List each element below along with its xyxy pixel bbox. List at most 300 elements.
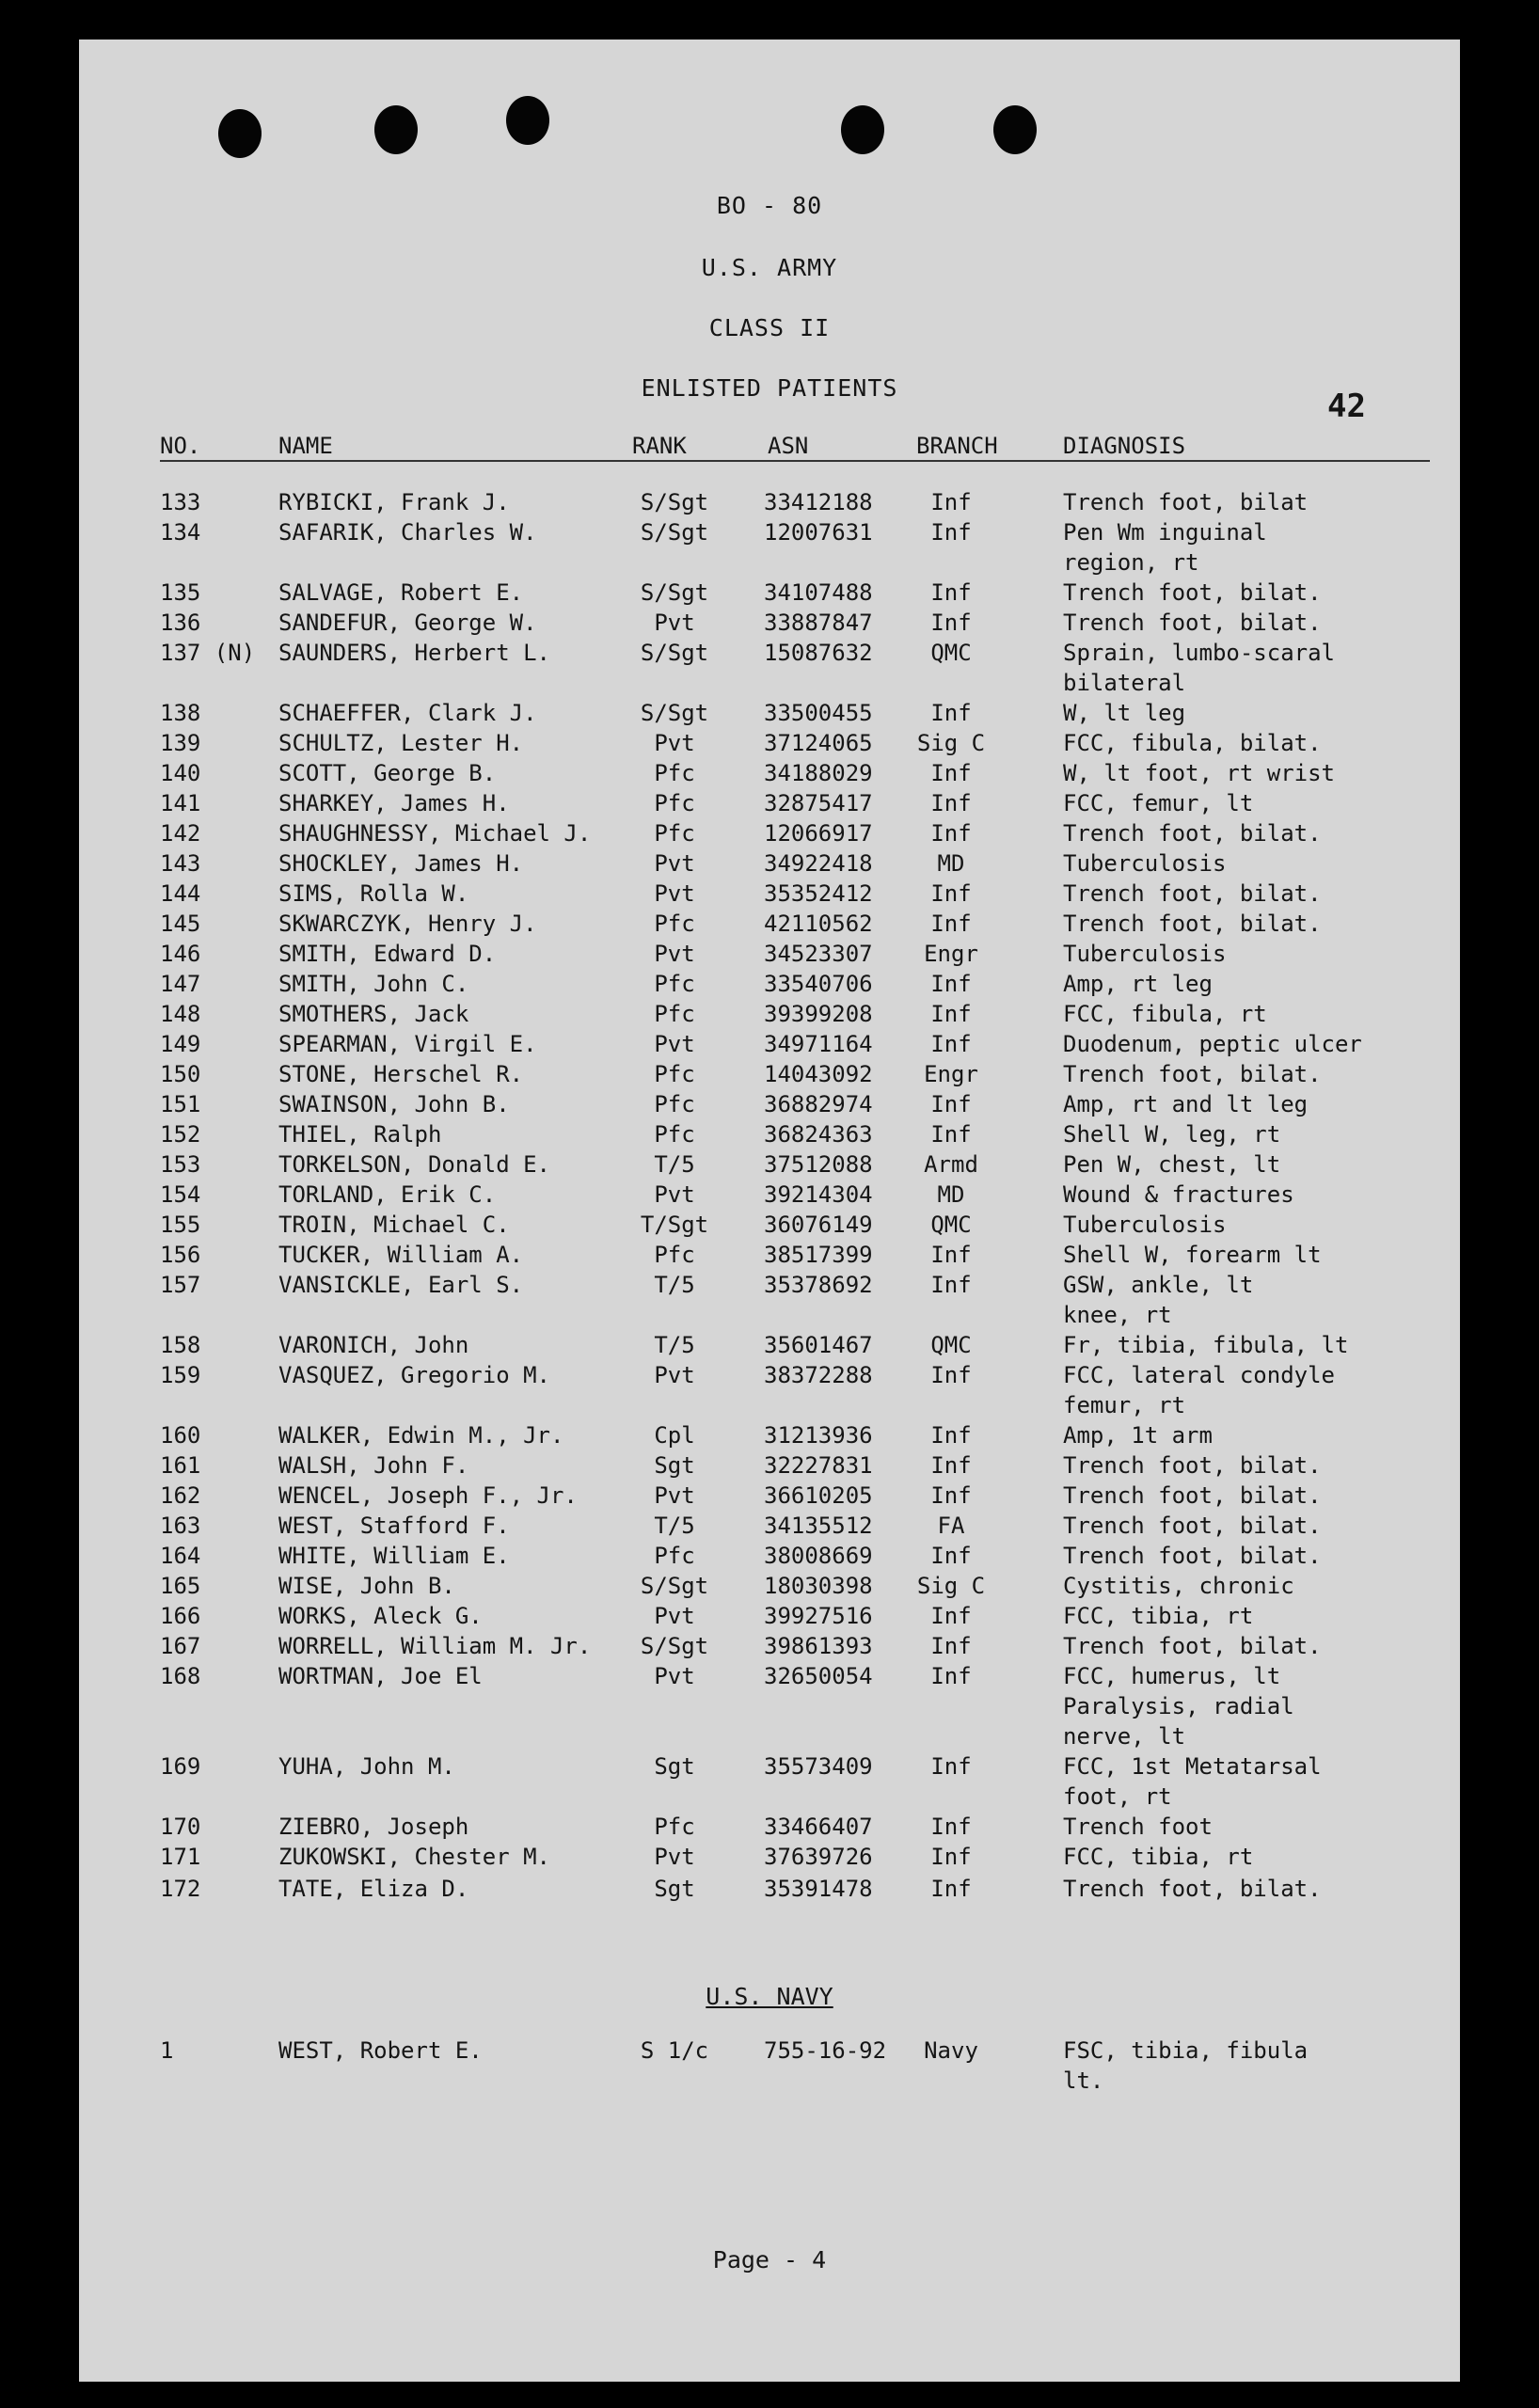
patient-diagnosis: Pen W, chest, lt xyxy=(1063,1151,1281,1178)
patient-asn: 34188029 xyxy=(764,760,873,786)
patient-number: 162 xyxy=(160,1482,201,1509)
table-row xyxy=(79,880,1460,909)
patient-rank: S/Sgt xyxy=(640,640,709,666)
patient-name: RYBICKI, Frank J. xyxy=(278,489,510,515)
patient-branch: Inf xyxy=(930,1272,972,1298)
patient-name: WENCEL, Joseph F., Jr. xyxy=(278,1482,578,1509)
patient-number: 171 xyxy=(160,1844,201,1870)
patient-rank: Pfc xyxy=(654,1121,695,1148)
table-row xyxy=(79,1663,1460,1691)
patient-branch: Inf xyxy=(930,1362,972,1388)
patient-branch: Inf xyxy=(930,1121,972,1148)
patient-branch: Inf xyxy=(930,1031,972,1057)
document-page xyxy=(79,40,1460,2382)
patient-number: 137 (N) xyxy=(160,640,256,666)
patient-diagnosis: FCC, femur, lt xyxy=(1063,790,1254,816)
patient-diagnosis-continued: nerve, lt xyxy=(1063,1723,1186,1750)
patient-name: TROIN, Michael C. xyxy=(278,1212,510,1238)
column-header-rank: RANK xyxy=(632,433,687,459)
table-row xyxy=(79,1603,1460,1631)
patient-asn: 35573409 xyxy=(764,1753,873,1780)
patient-name: TATE, Eliza D. xyxy=(278,1876,469,1902)
patient-rank: Pfc xyxy=(654,1543,695,1569)
patient-number: 136 xyxy=(160,610,201,636)
patient-diagnosis: Amp, 1t arm xyxy=(1063,1422,1213,1449)
patient-rank: Sgt xyxy=(654,1452,695,1479)
table-row xyxy=(79,640,1460,668)
patient-name: WORTMAN, Joe El xyxy=(278,1663,483,1689)
patient-rank: Pvt xyxy=(654,1482,695,1509)
table-row xyxy=(79,1212,1460,1240)
patient-rank: Pfc xyxy=(654,1061,695,1087)
patient-diagnosis: Trench foot, bilat. xyxy=(1063,880,1322,907)
patient-branch: Inf xyxy=(930,790,972,816)
patient-number: 164 xyxy=(160,1543,201,1569)
patient-name: SIMS, Rolla W. xyxy=(278,880,469,907)
table-row xyxy=(79,1151,1460,1180)
patient-branch: Engr xyxy=(924,1061,978,1087)
patient-name: STONE, Herschel R. xyxy=(278,1061,524,1087)
navy-section-title: U.S. NAVY xyxy=(706,1983,833,2010)
patient-name: SMITH, Edward D. xyxy=(278,941,497,967)
punch-hole xyxy=(218,109,262,158)
table-row xyxy=(79,579,1460,608)
patient-asn: 32875417 xyxy=(764,790,873,816)
patient-branch: Inf xyxy=(930,519,972,546)
patient-asn: 36824363 xyxy=(764,1121,873,1148)
patient-asn: 35601467 xyxy=(764,1332,873,1358)
patient-branch: FA xyxy=(937,1513,965,1539)
patient-asn: 35352412 xyxy=(764,880,873,907)
patient-number: 167 xyxy=(160,1633,201,1659)
patient-number: 146 xyxy=(160,941,201,967)
patient-number: 169 xyxy=(160,1753,201,1780)
column-header-branch: BRANCH xyxy=(916,433,998,459)
patient-rank: Pvt xyxy=(654,1663,695,1689)
patient-diagnosis: Trench foot, bilat. xyxy=(1063,1633,1322,1659)
patient-asn: 33887847 xyxy=(764,610,873,636)
patient-diagnosis: Tuberculosis xyxy=(1063,941,1227,967)
punch-hole xyxy=(993,105,1037,154)
patient-rank: Pfc xyxy=(654,1091,695,1117)
patient-diagnosis: Trench foot xyxy=(1063,1814,1213,1840)
table-row xyxy=(79,1031,1460,1059)
patient-diagnosis: Trench foot, bilat. xyxy=(1063,1543,1322,1569)
table-row xyxy=(79,1362,1460,1390)
table-row xyxy=(79,1543,1460,1571)
table-row xyxy=(79,730,1460,758)
patient-rank: Cpl xyxy=(654,1422,695,1449)
patient-diagnosis: FCC, 1st Metatarsal xyxy=(1063,1753,1322,1780)
patient-name: THIEL, Ralph xyxy=(278,1121,442,1148)
patient-number: 140 xyxy=(160,760,201,786)
patient-branch: MD xyxy=(937,850,965,877)
patient-diagnosis: Tuberculosis xyxy=(1063,1212,1227,1238)
patient-branch: Inf xyxy=(930,971,972,997)
patient-rank: Pfc xyxy=(654,1001,695,1027)
patient-number: 158 xyxy=(160,1332,201,1358)
patient-name: WISE, John B. xyxy=(278,1573,455,1599)
table-row xyxy=(79,1121,1460,1149)
patient-number: 159 xyxy=(160,1362,201,1388)
patient-asn: 12066917 xyxy=(764,820,873,847)
table-row xyxy=(79,820,1460,848)
patient-rank: Pvt xyxy=(654,941,695,967)
punch-hole xyxy=(374,105,418,154)
patient-number: 144 xyxy=(160,880,201,907)
header-rule xyxy=(160,460,1430,462)
patient-name: VARONICH, John xyxy=(278,1332,469,1358)
patient-diagnosis: Shell W, leg, rt xyxy=(1063,1121,1281,1148)
patient-diagnosis: Wound & fractures xyxy=(1063,1181,1294,1208)
patient-branch: Armd xyxy=(924,1151,978,1178)
patient-name: TUCKER, William A. xyxy=(278,1242,524,1268)
patient-number: 160 xyxy=(160,1422,201,1449)
patient-number: 139 xyxy=(160,730,201,756)
patient-number: 152 xyxy=(160,1121,201,1148)
patient-number: 150 xyxy=(160,1061,201,1087)
patient-rank: Pfc xyxy=(654,911,695,937)
patient-name: WALSH, John F. xyxy=(278,1452,469,1479)
table-row xyxy=(79,1061,1460,1089)
patient-asn: 33412188 xyxy=(764,489,873,515)
patient-asn: 36076149 xyxy=(764,1212,873,1238)
patient-rank: S/Sgt xyxy=(640,1573,709,1599)
patient-branch: QMC xyxy=(930,1212,972,1238)
patient-name: SMOTHERS, Jack xyxy=(278,1001,469,1027)
patient-rank: Pvt xyxy=(654,880,695,907)
patient-branch: Inf xyxy=(930,1001,972,1027)
patient-diagnosis: Pen Wm inguinal xyxy=(1063,519,1267,546)
patient-diagnosis: Sprain, lumbo-scaral xyxy=(1063,640,1335,666)
patient-asn: 38008669 xyxy=(764,1543,873,1569)
patient-branch: Inf xyxy=(930,1876,972,1902)
service-heading: U.S. ARMY xyxy=(701,254,838,281)
patient-branch: Inf xyxy=(930,880,972,907)
patient-diagnosis: FSC, tibia, fibula xyxy=(1063,2037,1309,2064)
patient-diagnosis-continued: femur, rt xyxy=(1063,1392,1186,1418)
patient-number: 134 xyxy=(160,519,201,546)
table-row xyxy=(79,1332,1460,1360)
patient-diagnosis: Amp, rt and lt leg xyxy=(1063,1091,1309,1117)
patient-branch: Inf xyxy=(930,1422,972,1449)
patient-branch: Inf xyxy=(930,1091,972,1117)
patient-rank: T/5 xyxy=(654,1272,695,1298)
patient-asn: 33500455 xyxy=(764,700,873,726)
patient-asn: 32650054 xyxy=(764,1663,873,1689)
table-row xyxy=(79,1482,1460,1511)
patient-rank: Pvt xyxy=(654,1031,695,1057)
patient-diagnosis: FCC, tibia, rt xyxy=(1063,1844,1254,1870)
patient-asn: 42110562 xyxy=(764,911,873,937)
patient-diagnosis: Trench foot, bilat. xyxy=(1063,1061,1322,1087)
patient-asn: 755-16-92 xyxy=(764,2037,887,2064)
patient-diagnosis: Shell W, forearm lt xyxy=(1063,1242,1322,1268)
patient-diagnosis-continued: bilateral xyxy=(1063,670,1186,696)
patient-asn: 37512088 xyxy=(764,1151,873,1178)
table-row xyxy=(79,1573,1460,1601)
patient-name: SAUNDERS, Herbert L. xyxy=(278,640,550,666)
patient-diagnosis: Duodenum, peptic ulcer xyxy=(1063,1031,1362,1057)
patient-diagnosis-continued: Paralysis, radial xyxy=(1063,1693,1294,1719)
patient-asn: 14043092 xyxy=(764,1061,873,1087)
patient-diagnosis-continued: lt. xyxy=(1063,2067,1104,2094)
table-row xyxy=(79,911,1460,939)
patient-number: 1 xyxy=(160,2037,174,2064)
patient-number: 151 xyxy=(160,1091,201,1117)
patient-number: 143 xyxy=(160,850,201,877)
table-row xyxy=(79,971,1460,999)
patient-diagnosis: Trench foot, bilat. xyxy=(1063,579,1322,606)
patient-name: WALKER, Edwin M., Jr. xyxy=(278,1422,564,1449)
patient-rank: Pfc xyxy=(654,1242,695,1268)
patient-branch: Inf xyxy=(930,1242,972,1268)
patient-asn: 39214304 xyxy=(764,1181,873,1208)
patient-name: WEST, Stafford F. xyxy=(278,1513,510,1539)
patient-diagnosis: Cystitis, chronic xyxy=(1063,1573,1294,1599)
column-header-name: NAME xyxy=(278,433,333,459)
page-number: Page - 4 xyxy=(712,2246,827,2273)
table-row xyxy=(79,1452,1460,1481)
patient-rank: Pfc xyxy=(654,820,695,847)
patient-asn: 34971164 xyxy=(764,1031,873,1057)
patient-asn: 36882974 xyxy=(764,1091,873,1117)
patient-number: 135 xyxy=(160,579,201,606)
patient-diagnosis: Trench foot, bilat. xyxy=(1063,820,1322,847)
table-row xyxy=(79,1814,1460,1842)
table-row xyxy=(79,1844,1460,1872)
patient-asn: 34922418 xyxy=(764,850,873,877)
patient-asn: 39927516 xyxy=(764,1603,873,1629)
patient-rank: Pvt xyxy=(654,730,695,756)
table-row xyxy=(79,1753,1460,1782)
patient-rank: Pfc xyxy=(654,1814,695,1840)
patient-rank: S/Sgt xyxy=(640,700,709,726)
patient-number: 170 xyxy=(160,1814,201,1840)
table-row xyxy=(79,1001,1460,1029)
patient-name: WEST, Robert E. xyxy=(278,2037,483,2064)
table-row xyxy=(79,1422,1460,1450)
patient-name: SKWARCZYK, Henry J. xyxy=(278,911,537,937)
patient-name: SHOCKLEY, James H. xyxy=(278,850,524,877)
patient-name: SPEARMAN, Virgil E. xyxy=(278,1031,537,1057)
patient-name: SWAINSON, John B. xyxy=(278,1091,510,1117)
patient-asn: 34135512 xyxy=(764,1513,873,1539)
patient-name: SCHAEFFER, Clark J. xyxy=(278,700,537,726)
patient-rank: Pvt xyxy=(654,1181,695,1208)
patient-branch: Inf xyxy=(930,1633,972,1659)
patient-asn: 15087632 xyxy=(764,640,873,666)
patient-diagnosis: FCC, fibula, rt xyxy=(1063,1001,1267,1027)
patient-number: 153 xyxy=(160,1151,201,1178)
patient-asn: 35378692 xyxy=(764,1272,873,1298)
patient-branch: QMC xyxy=(930,640,972,666)
patient-asn: 33540706 xyxy=(764,971,873,997)
patient-diagnosis: Tuberculosis xyxy=(1063,850,1227,877)
punch-hole xyxy=(841,105,884,154)
table-row xyxy=(79,1242,1460,1270)
patient-asn: 38372288 xyxy=(764,1362,873,1388)
patient-name: ZIEBRO, Joseph xyxy=(278,1814,469,1840)
patient-branch: Sig C xyxy=(916,1573,986,1599)
patient-diagnosis: Amp, rt leg xyxy=(1063,971,1213,997)
patient-asn: 37124065 xyxy=(764,730,873,756)
table-row xyxy=(79,1633,1460,1661)
patient-branch: Inf xyxy=(930,1663,972,1689)
patient-diagnosis: FCC, fibula, bilat. xyxy=(1063,730,1322,756)
patient-branch: Inf xyxy=(930,1814,972,1840)
patient-asn: 31213936 xyxy=(764,1422,873,1449)
table-row xyxy=(79,1272,1460,1300)
patient-diagnosis: FCC, humerus, lt xyxy=(1063,1663,1281,1689)
patient-rank: Sgt xyxy=(654,1876,695,1902)
patient-name: SAFARIK, Charles W. xyxy=(278,519,537,546)
patient-diagnosis: Fr, tibia, fibula, lt xyxy=(1063,1332,1349,1358)
patient-asn: 36610205 xyxy=(764,1482,873,1509)
patient-name: TORKELSON, Donald E. xyxy=(278,1151,550,1178)
patient-asn: 39399208 xyxy=(764,1001,873,1027)
table-row xyxy=(79,1091,1460,1119)
patient-branch: Sig C xyxy=(916,730,986,756)
patient-rank: Pvt xyxy=(654,610,695,636)
patient-asn: 35391478 xyxy=(764,1876,873,1902)
patient-branch: QMC xyxy=(930,1332,972,1358)
patient-asn: 37639726 xyxy=(764,1844,873,1870)
table-row xyxy=(79,1876,1460,1904)
patient-rank: S/Sgt xyxy=(640,489,709,515)
sheet-number: 42 xyxy=(1327,388,1366,425)
table-row xyxy=(79,1513,1460,1541)
patient-diagnosis-continued: region, rt xyxy=(1063,549,1199,576)
patient-number: 145 xyxy=(160,911,201,937)
patient-diagnosis-continued: knee, rt xyxy=(1063,1302,1172,1328)
patient-name: SALVAGE, Robert E. xyxy=(278,579,524,606)
patient-diagnosis: Trench foot, bilat. xyxy=(1063,610,1322,636)
patient-asn: 34523307 xyxy=(764,941,873,967)
patient-rank: T/5 xyxy=(654,1332,695,1358)
patient-number: 165 xyxy=(160,1573,201,1599)
table-row xyxy=(79,519,1460,547)
patient-number: 148 xyxy=(160,1001,201,1027)
patient-asn: 33466407 xyxy=(764,1814,873,1840)
patient-number: 138 xyxy=(160,700,201,726)
patient-asn: 34107488 xyxy=(764,579,873,606)
patient-name: SMITH, John C. xyxy=(278,971,469,997)
column-header-no: NO. xyxy=(160,433,201,459)
table-row xyxy=(79,850,1460,879)
patient-name: ZUKOWSKI, Chester M. xyxy=(278,1844,550,1870)
patient-branch: Inf xyxy=(930,489,972,515)
patient-diagnosis: W, lt foot, rt wrist xyxy=(1063,760,1335,786)
patient-rank: Pvt xyxy=(654,1603,695,1629)
patient-rank: T/5 xyxy=(654,1151,695,1178)
patient-rank: Pfc xyxy=(654,790,695,816)
patient-number: 141 xyxy=(160,790,201,816)
patient-branch: Inf xyxy=(930,579,972,606)
patient-branch: Inf xyxy=(930,1452,972,1479)
table-row xyxy=(79,941,1460,969)
patient-diagnosis: Trench foot, bilat. xyxy=(1063,1513,1322,1539)
table-row xyxy=(79,700,1460,728)
patient-rank: S/Sgt xyxy=(640,519,709,546)
patient-branch: Engr xyxy=(924,941,978,967)
patient-asn: 39861393 xyxy=(764,1633,873,1659)
patient-rank: Pvt xyxy=(654,1362,695,1388)
patient-branch: Inf xyxy=(930,1543,972,1569)
patient-asn: 32227831 xyxy=(764,1452,873,1479)
table-row xyxy=(79,489,1460,517)
patient-diagnosis: Trench foot, bilat. xyxy=(1063,1482,1322,1509)
patient-branch: Inf xyxy=(930,820,972,847)
patient-asn: 12007631 xyxy=(764,519,873,546)
table-row xyxy=(79,790,1460,818)
patient-name: VASQUEZ, Gregorio M. xyxy=(278,1362,550,1388)
patient-number: 147 xyxy=(160,971,201,997)
patient-name: TORLAND, Erik C. xyxy=(278,1181,497,1208)
patient-rank: S/Sgt xyxy=(640,1633,709,1659)
patient-diagnosis: GSW, ankle, lt xyxy=(1063,1272,1254,1298)
class-heading: CLASS II xyxy=(708,314,831,341)
patient-asn: 38517399 xyxy=(764,1242,873,1268)
patient-number: 157 xyxy=(160,1272,201,1298)
section-title: ENLISTED PATIENTS xyxy=(641,374,898,402)
patient-diagnosis: Trench foot, bilat xyxy=(1063,489,1309,515)
patient-diagnosis: Trench foot, bilat. xyxy=(1063,911,1322,937)
patient-rank: T/Sgt xyxy=(640,1212,709,1238)
table-row xyxy=(79,760,1460,788)
patient-rank: T/5 xyxy=(654,1513,695,1539)
patient-name: SANDEFUR, George W. xyxy=(278,610,537,636)
patient-rank: Pfc xyxy=(654,971,695,997)
patient-branch: Navy xyxy=(924,2037,978,2064)
table-row xyxy=(79,2037,1460,2066)
patient-rank: Sgt xyxy=(654,1753,695,1780)
patient-branch: Inf xyxy=(930,1482,972,1509)
patient-rank: Pvt xyxy=(654,1844,695,1870)
patient-diagnosis: FCC, lateral condyle xyxy=(1063,1362,1335,1388)
document-code: BO - 80 xyxy=(716,192,823,219)
patient-diagnosis: FCC, tibia, rt xyxy=(1063,1603,1254,1629)
patient-name: SHARKEY, James H. xyxy=(278,790,510,816)
patient-number: 163 xyxy=(160,1513,201,1539)
column-header-diagnosis: DIAGNOSIS xyxy=(1063,433,1186,459)
patient-name: SCHULTZ, Lester H. xyxy=(278,730,524,756)
patient-number: 161 xyxy=(160,1452,201,1479)
patient-number: 149 xyxy=(160,1031,201,1057)
patient-rank: Pvt xyxy=(654,850,695,877)
patient-diagnosis-continued: foot, rt xyxy=(1063,1783,1172,1810)
patient-number: 133 xyxy=(160,489,201,515)
patient-diagnosis: W, lt leg xyxy=(1063,700,1186,726)
patient-rank: Pfc xyxy=(654,760,695,786)
patient-diagnosis: Trench foot, bilat. xyxy=(1063,1876,1322,1902)
patient-branch: MD xyxy=(937,1181,965,1208)
patient-number: 166 xyxy=(160,1603,201,1629)
patient-number: 154 xyxy=(160,1181,201,1208)
patient-name: WORKS, Aleck G. xyxy=(278,1603,483,1629)
patient-asn: 18030398 xyxy=(764,1573,873,1599)
patient-number: 156 xyxy=(160,1242,201,1268)
patient-number: 155 xyxy=(160,1212,201,1238)
patient-name: WHITE, William E. xyxy=(278,1543,510,1569)
patient-branch: Inf xyxy=(930,610,972,636)
patient-number: 168 xyxy=(160,1663,201,1689)
table-row xyxy=(79,610,1460,638)
patient-diagnosis: Trench foot, bilat. xyxy=(1063,1452,1322,1479)
patient-rank: S 1/c xyxy=(640,2037,709,2064)
patient-name: VANSICKLE, Earl S. xyxy=(278,1272,524,1298)
patient-branch: Inf xyxy=(930,700,972,726)
